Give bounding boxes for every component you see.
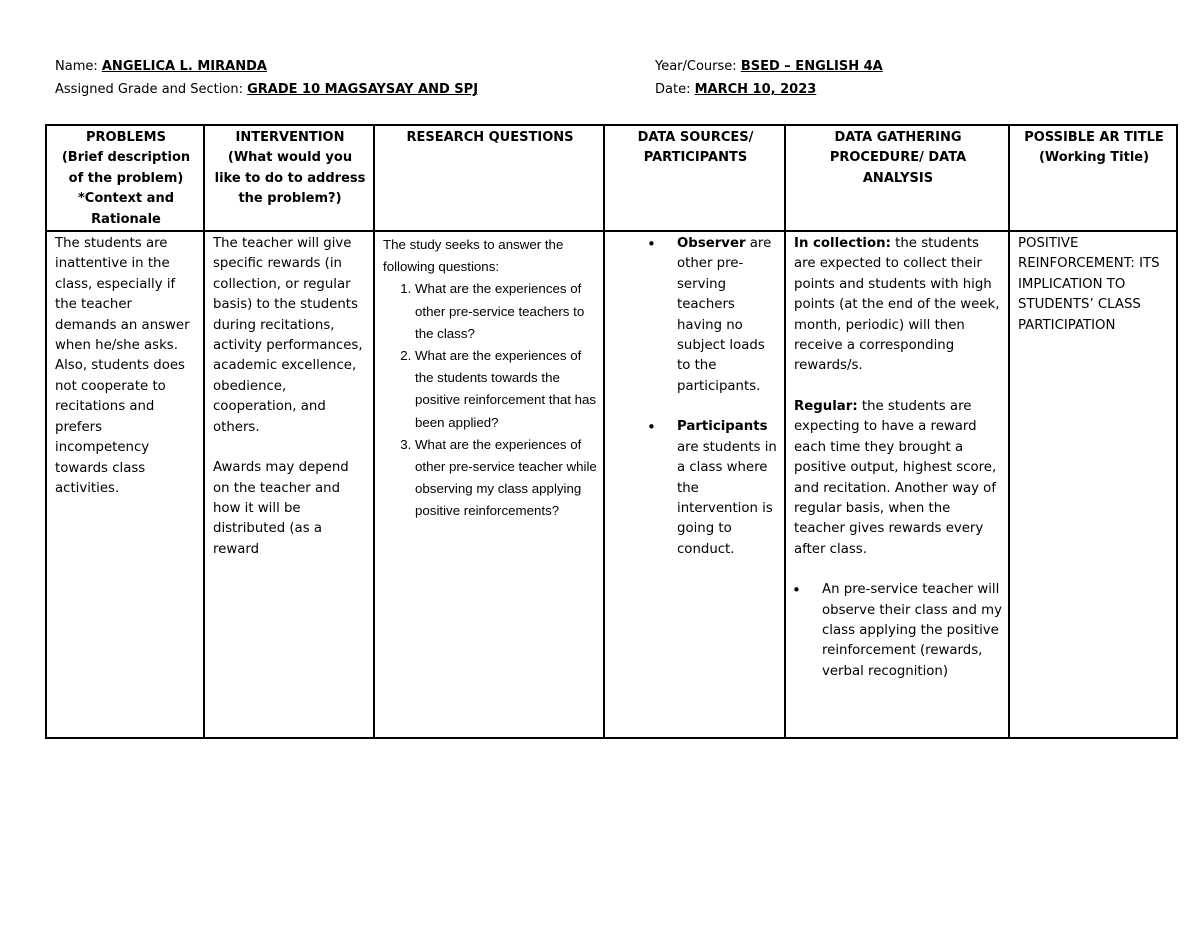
- header-problems: [46, 125, 204, 231]
- problems-cell: [46, 231, 204, 738]
- grade-line: [55, 82, 478, 98]
- data-source-text: are students in a class where the intervention is going to conduct.: [677, 439, 777, 557]
- course-value: BSED – ENGLISH 4A: [740, 59, 883, 74]
- collection-text: the students are expected to collect their points and students with high points (at the end of the week, month, periodic) will then receive a corresponding rewards/s.: [794, 236, 1000, 374]
- research-question-item: 3. What are the experiences of other pre-service teacher while observing my class applying positive reinforcements?: [415, 434, 597, 523]
- header-data-sources: [604, 125, 785, 231]
- header-line: PROBLEMS: [86, 130, 166, 145]
- data-source-item: [667, 417, 778, 560]
- data-sources-cell: [604, 231, 785, 738]
- data-source-term: Participants: [677, 419, 768, 435]
- regular-term: Regular:: [794, 398, 858, 414]
- data-source-term: Observer: [677, 236, 746, 252]
- table-body-row: [46, 231, 1177, 738]
- problems-text: The students are inattentive in the class, especially if the teacher demands an answer when he/she asks. Also, students does not cooperate to recitations and prefers incompetency towards class activities.: [55, 236, 190, 496]
- data-gathering-cell: [785, 231, 1009, 738]
- research-questions-cell: [374, 231, 604, 738]
- name-line: [55, 59, 267, 75]
- data-sources-list: [613, 234, 778, 560]
- action-research-table: [45, 124, 1178, 739]
- header-line: INTERVENTION: [235, 130, 345, 145]
- header-line: PROCEDURE/ DATA ANALYSIS: [829, 150, 967, 186]
- header-ar-title: [1009, 125, 1177, 231]
- header-line: RESEARCH QUESTIONS: [406, 130, 574, 145]
- header-data-gathering: [785, 125, 1009, 231]
- ar-title-cell: [1009, 231, 1177, 738]
- regular-text: the students are expecting to have a reward each time they brought a positive output, highest score, and recitation. Another way of regular basis, when the teacher gives rewards every after class.: [794, 398, 997, 557]
- research-question-item: 1. What are the experiences of other pre-service teachers to the class?: [415, 278, 597, 345]
- research-questions-intro: The study seeks to answer the following questions:: [383, 237, 564, 275]
- header-line: DATA SOURCES/: [637, 130, 754, 145]
- intervention-paragraph-1: The teacher will give specific rewards (in collection, or regular basis) to the students during recitations, activity performances, academic excellence, obedience, cooperation, and others.: [213, 236, 363, 435]
- header-line: POSSIBLE AR TITLE: [1024, 130, 1164, 145]
- regular-paragraph: [794, 397, 1002, 560]
- data-gathering-bullets: [794, 580, 1002, 682]
- header-intervention: [204, 125, 374, 231]
- course-line: [655, 59, 883, 75]
- name-label: Name:: [55, 59, 98, 74]
- collection-paragraph: [794, 234, 1002, 377]
- header-line: *Context and Rationale: [77, 191, 174, 227]
- grade-label: Assigned Grade and Section:: [55, 82, 243, 97]
- date-line: [655, 82, 816, 98]
- data-source-text: are other pre-serving teachers having no subject loads to the participants.: [677, 236, 772, 394]
- course-label: Year/Course:: [655, 59, 737, 74]
- date-value: MARCH 10, 2023: [694, 82, 817, 97]
- header-line: (Working Title): [1038, 150, 1150, 166]
- name-value: ANGELICA L. MIRANDA: [101, 59, 267, 74]
- intervention-cell: [204, 231, 374, 738]
- header-line: (What would you like to do to address the problem?): [214, 150, 366, 207]
- research-questions-list: [383, 278, 597, 522]
- collection-term: In collection:: [794, 236, 891, 252]
- header-line: (Brief description of the problem): [61, 150, 191, 186]
- header-line: PARTICIPANTS: [643, 150, 748, 166]
- intervention-paragraph-2: Awards may depend on the teacher and how it will be distributed (as a reward: [213, 460, 349, 557]
- data-gathering-bullet: • An pre-service teacher will observe their class and my class applying the positive reinforcement (rewards, verbal recognition): [812, 580, 1002, 682]
- data-source-item: [667, 234, 778, 397]
- header-research-questions: [374, 125, 604, 231]
- date-label: Date:: [655, 82, 691, 97]
- grade-value: GRADE 10 MAGSAYSAY AND SPJ: [247, 82, 479, 97]
- table-header-row: [46, 125, 1177, 231]
- header-line: DATA GATHERING: [834, 130, 962, 145]
- research-question-item: 2. What are the experiences of the students towards the positive reinforcement that has been applied?: [415, 345, 597, 434]
- ar-title-text: POSITIVE REINFORCEMENT: ITS IMPLICATION TO STUDENTS’ CLASS PARTICIPATION: [1018, 236, 1160, 333]
